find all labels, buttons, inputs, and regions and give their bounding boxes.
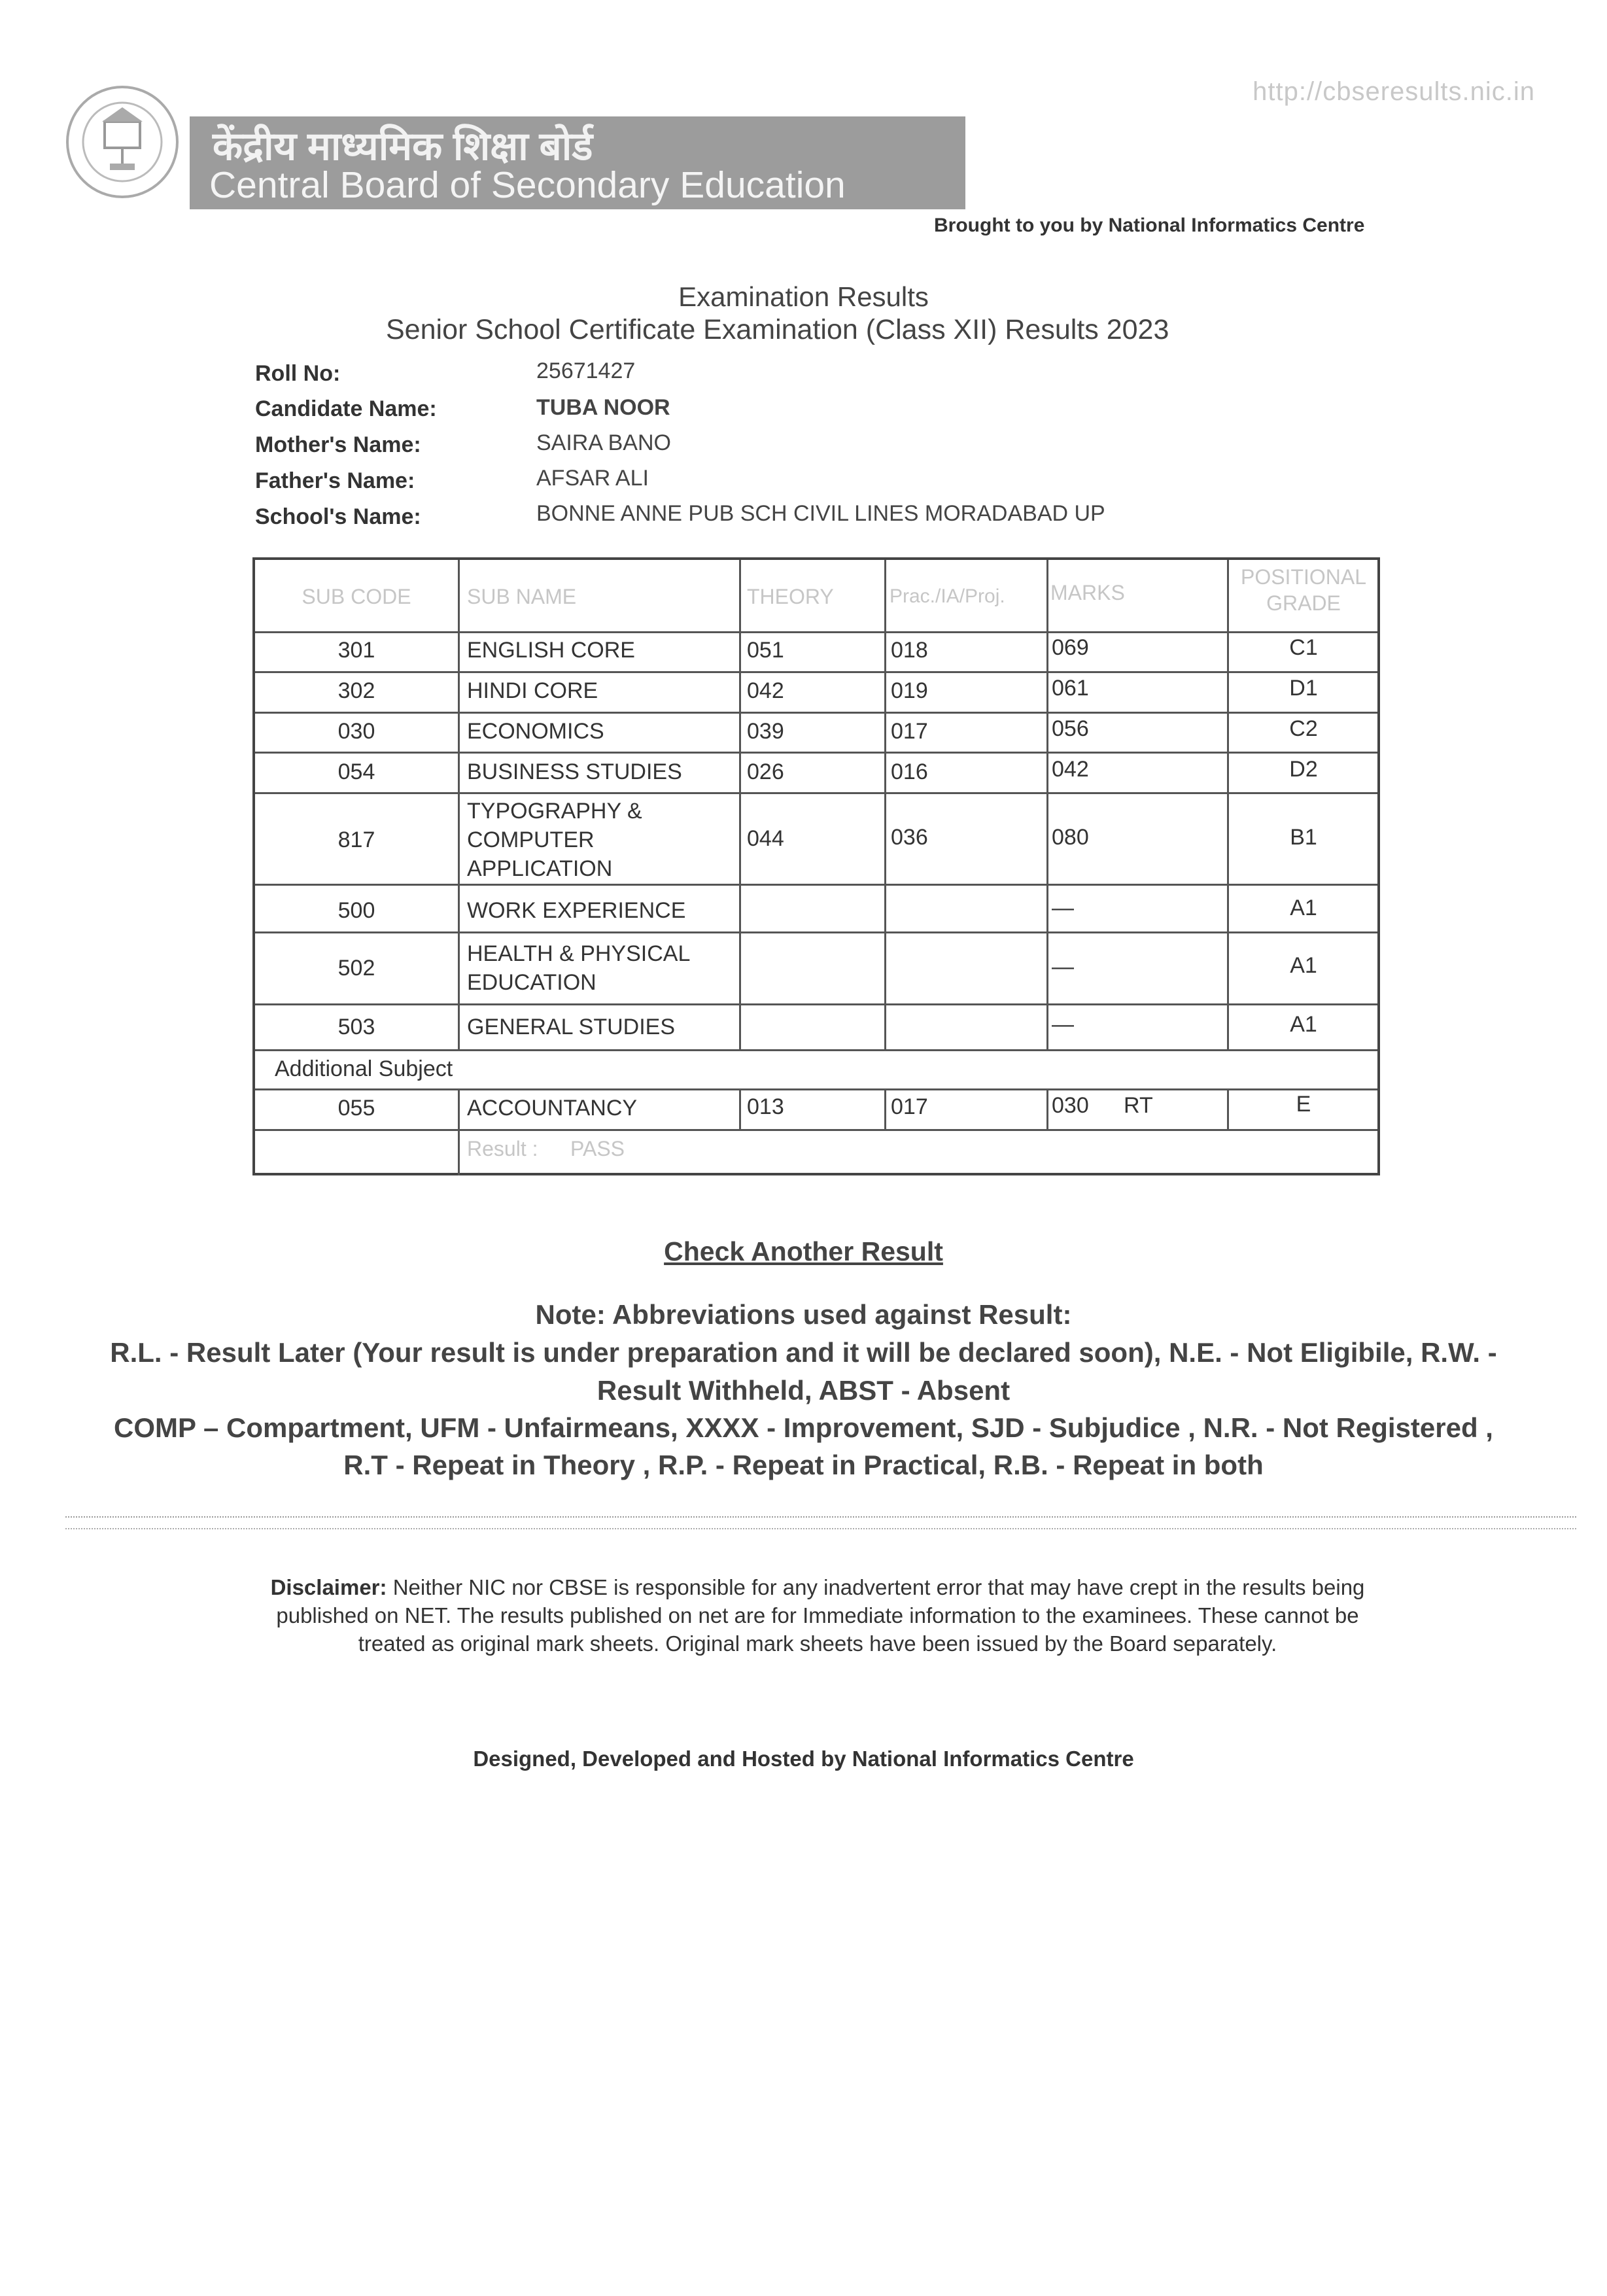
row5-prac: 036 <box>891 825 928 850</box>
row7-code: 502 <box>337 956 375 981</box>
row1-code: 301 <box>337 638 375 663</box>
additional-marks: 030 <box>1052 1093 1089 1118</box>
result-value: PASS <box>570 1137 625 1160</box>
row6-code: 500 <box>337 898 375 923</box>
col-header-marks: MARKS <box>1050 581 1125 604</box>
check-another-result-link[interactable]: Check Another Result <box>664 1236 943 1266</box>
row5-code: 817 <box>337 827 375 852</box>
note-heading: Note: Abbreviations used against Result: <box>535 1299 1072 1330</box>
row4-grade: D2 <box>1289 757 1318 782</box>
row2-theory: 042 <box>747 678 784 703</box>
mother-name-value: SAIRA BANO <box>536 430 671 455</box>
additional-prac: 017 <box>891 1094 928 1119</box>
row5-theory: 044 <box>747 826 784 851</box>
row3-code: 030 <box>337 719 375 744</box>
row7-name: HEALTH & PHYSICAL EDUCATION <box>467 941 690 995</box>
row1-prac: 018 <box>891 638 928 663</box>
marks-table <box>252 557 1380 1175</box>
father-name-label: Father's Name: <box>255 468 415 493</box>
candidate-name-label: Candidate Name: <box>255 396 437 421</box>
exam-title: Senior School Certificate Examination (Class XII) Results 2023 <box>386 314 1169 345</box>
row6-name: WORK EXPERIENCE <box>467 898 686 923</box>
additional-name: ACCOUNTANCY <box>467 1096 638 1121</box>
row8-grade: A1 <box>1290 1012 1317 1037</box>
banner-hindi-title: केंद्रीय माध्यमिक शिक्षा बोर्ड <box>213 124 593 168</box>
mother-name-label: Mother's Name: <box>255 432 421 457</box>
roll-no-value: 25671427 <box>536 358 636 383</box>
row8-name: GENERAL STUDIES <box>467 1015 676 1039</box>
row7-marks: — <box>1052 954 1074 979</box>
row3-prac: 017 <box>891 719 928 744</box>
additional-grade: E <box>1296 1092 1311 1117</box>
row2-marks: 061 <box>1052 676 1089 701</box>
row4-theory: 026 <box>747 759 784 784</box>
additional-theory: 013 <box>747 1094 784 1119</box>
row4-prac: 016 <box>891 759 928 784</box>
row5-marks: 080 <box>1052 825 1089 850</box>
row4-name: BUSINESS STUDIES <box>467 759 682 784</box>
row2-code: 302 <box>337 678 375 703</box>
school-name-value: BONNE ANNE PUB SCH CIVIL LINES MORADABAD UP <box>536 501 1105 526</box>
candidate-name-value: TUBA NOOR <box>536 395 670 420</box>
disclaimer <box>262 1573 1374 1658</box>
col-header-theory: THEORY <box>747 585 834 608</box>
additional-code: 055 <box>337 1096 375 1121</box>
row7-grade: A1 <box>1290 953 1317 978</box>
site-url[interactable]: http://cbseresults.nic.in <box>1253 77 1535 106</box>
row1-theory: 051 <box>747 638 784 663</box>
footer-credits: Designed, Developed and Hosted by National Informatics Centre <box>473 1747 1134 1771</box>
row8-code: 503 <box>337 1015 375 1039</box>
page-title: Examination Results <box>678 281 929 312</box>
brought-by-text: Brought to you by National Informatics Centre <box>934 215 1365 236</box>
row2-name: HINDI CORE <box>467 678 598 703</box>
row1-marks: 069 <box>1052 635 1089 660</box>
additional-marks-note: RT <box>1124 1093 1153 1118</box>
disclaimer-label: Disclaimer: <box>270 1575 387 1599</box>
row3-theory: 039 <box>747 719 784 744</box>
note-line-4: R.T - Repeat in Theory , R.P. - Repeat in Practical, R.B. - Repeat in both <box>343 1450 1264 1480</box>
note-line-1: R.L. - Result Later (Your result is under preparation and it will be declared soon), N.E. - Not Eligibile, R.W. - <box>110 1337 1497 1368</box>
row4-marks: 042 <box>1052 757 1089 782</box>
note-line-3: COMP – Compartment, UFM - Unfairmeans, XXXX - Improvement, SJD - Subjudice , N.R. - Not Registered , <box>114 1412 1493 1443</box>
result-label: Result : <box>467 1137 538 1160</box>
row4-code: 054 <box>337 759 375 784</box>
additional-subject-label: Additional Subject <box>275 1056 453 1081</box>
cbse-emblem-logo <box>64 84 181 200</box>
row1-grade: C1 <box>1289 635 1318 660</box>
roll-no-label: Roll No: <box>255 361 341 386</box>
father-name-value: AFSAR ALI <box>536 466 649 491</box>
disclaimer-text: Neither NIC nor CBSE is responsible for any inadvertent error that may have crept in the results being published on NET. The results published on net are for Immediate information to the examinees. These cannot be treated as original mark sheets. Original mark sheets have been issued by the Board separately. <box>276 1575 1365 1656</box>
col-header-sub-name: SUB NAME <box>467 585 577 608</box>
col-header-positional-grade: POSITIONAL GRADE <box>1240 565 1367 615</box>
row5-grade: B1 <box>1290 825 1317 850</box>
row3-grade: C2 <box>1289 716 1318 741</box>
col-header-sub-code: SUB CODE <box>302 585 411 608</box>
divider <box>65 1528 1576 1529</box>
col-header-practical: Prac./IA/Proj. <box>890 585 1005 607</box>
row2-grade: D1 <box>1289 676 1318 701</box>
row1-name: ENGLISH CORE <box>467 638 635 663</box>
row2-prac: 019 <box>891 678 928 703</box>
row8-marks: — <box>1052 1012 1074 1037</box>
row3-name: ECONOMICS <box>467 719 604 744</box>
school-name-label: School's Name: <box>255 504 421 529</box>
banner-english-title: Central Board of Secondary Education <box>209 164 846 206</box>
divider <box>65 1516 1576 1518</box>
note-line-2: Result Withheld, ABST - Absent <box>596 1375 1011 1406</box>
row6-grade: A1 <box>1290 896 1317 920</box>
row5-name: TYPOGRAPHY & COMPUTER APPLICATION <box>467 799 642 881</box>
row3-marks: 056 <box>1052 716 1089 741</box>
row6-marks: — <box>1052 896 1074 920</box>
